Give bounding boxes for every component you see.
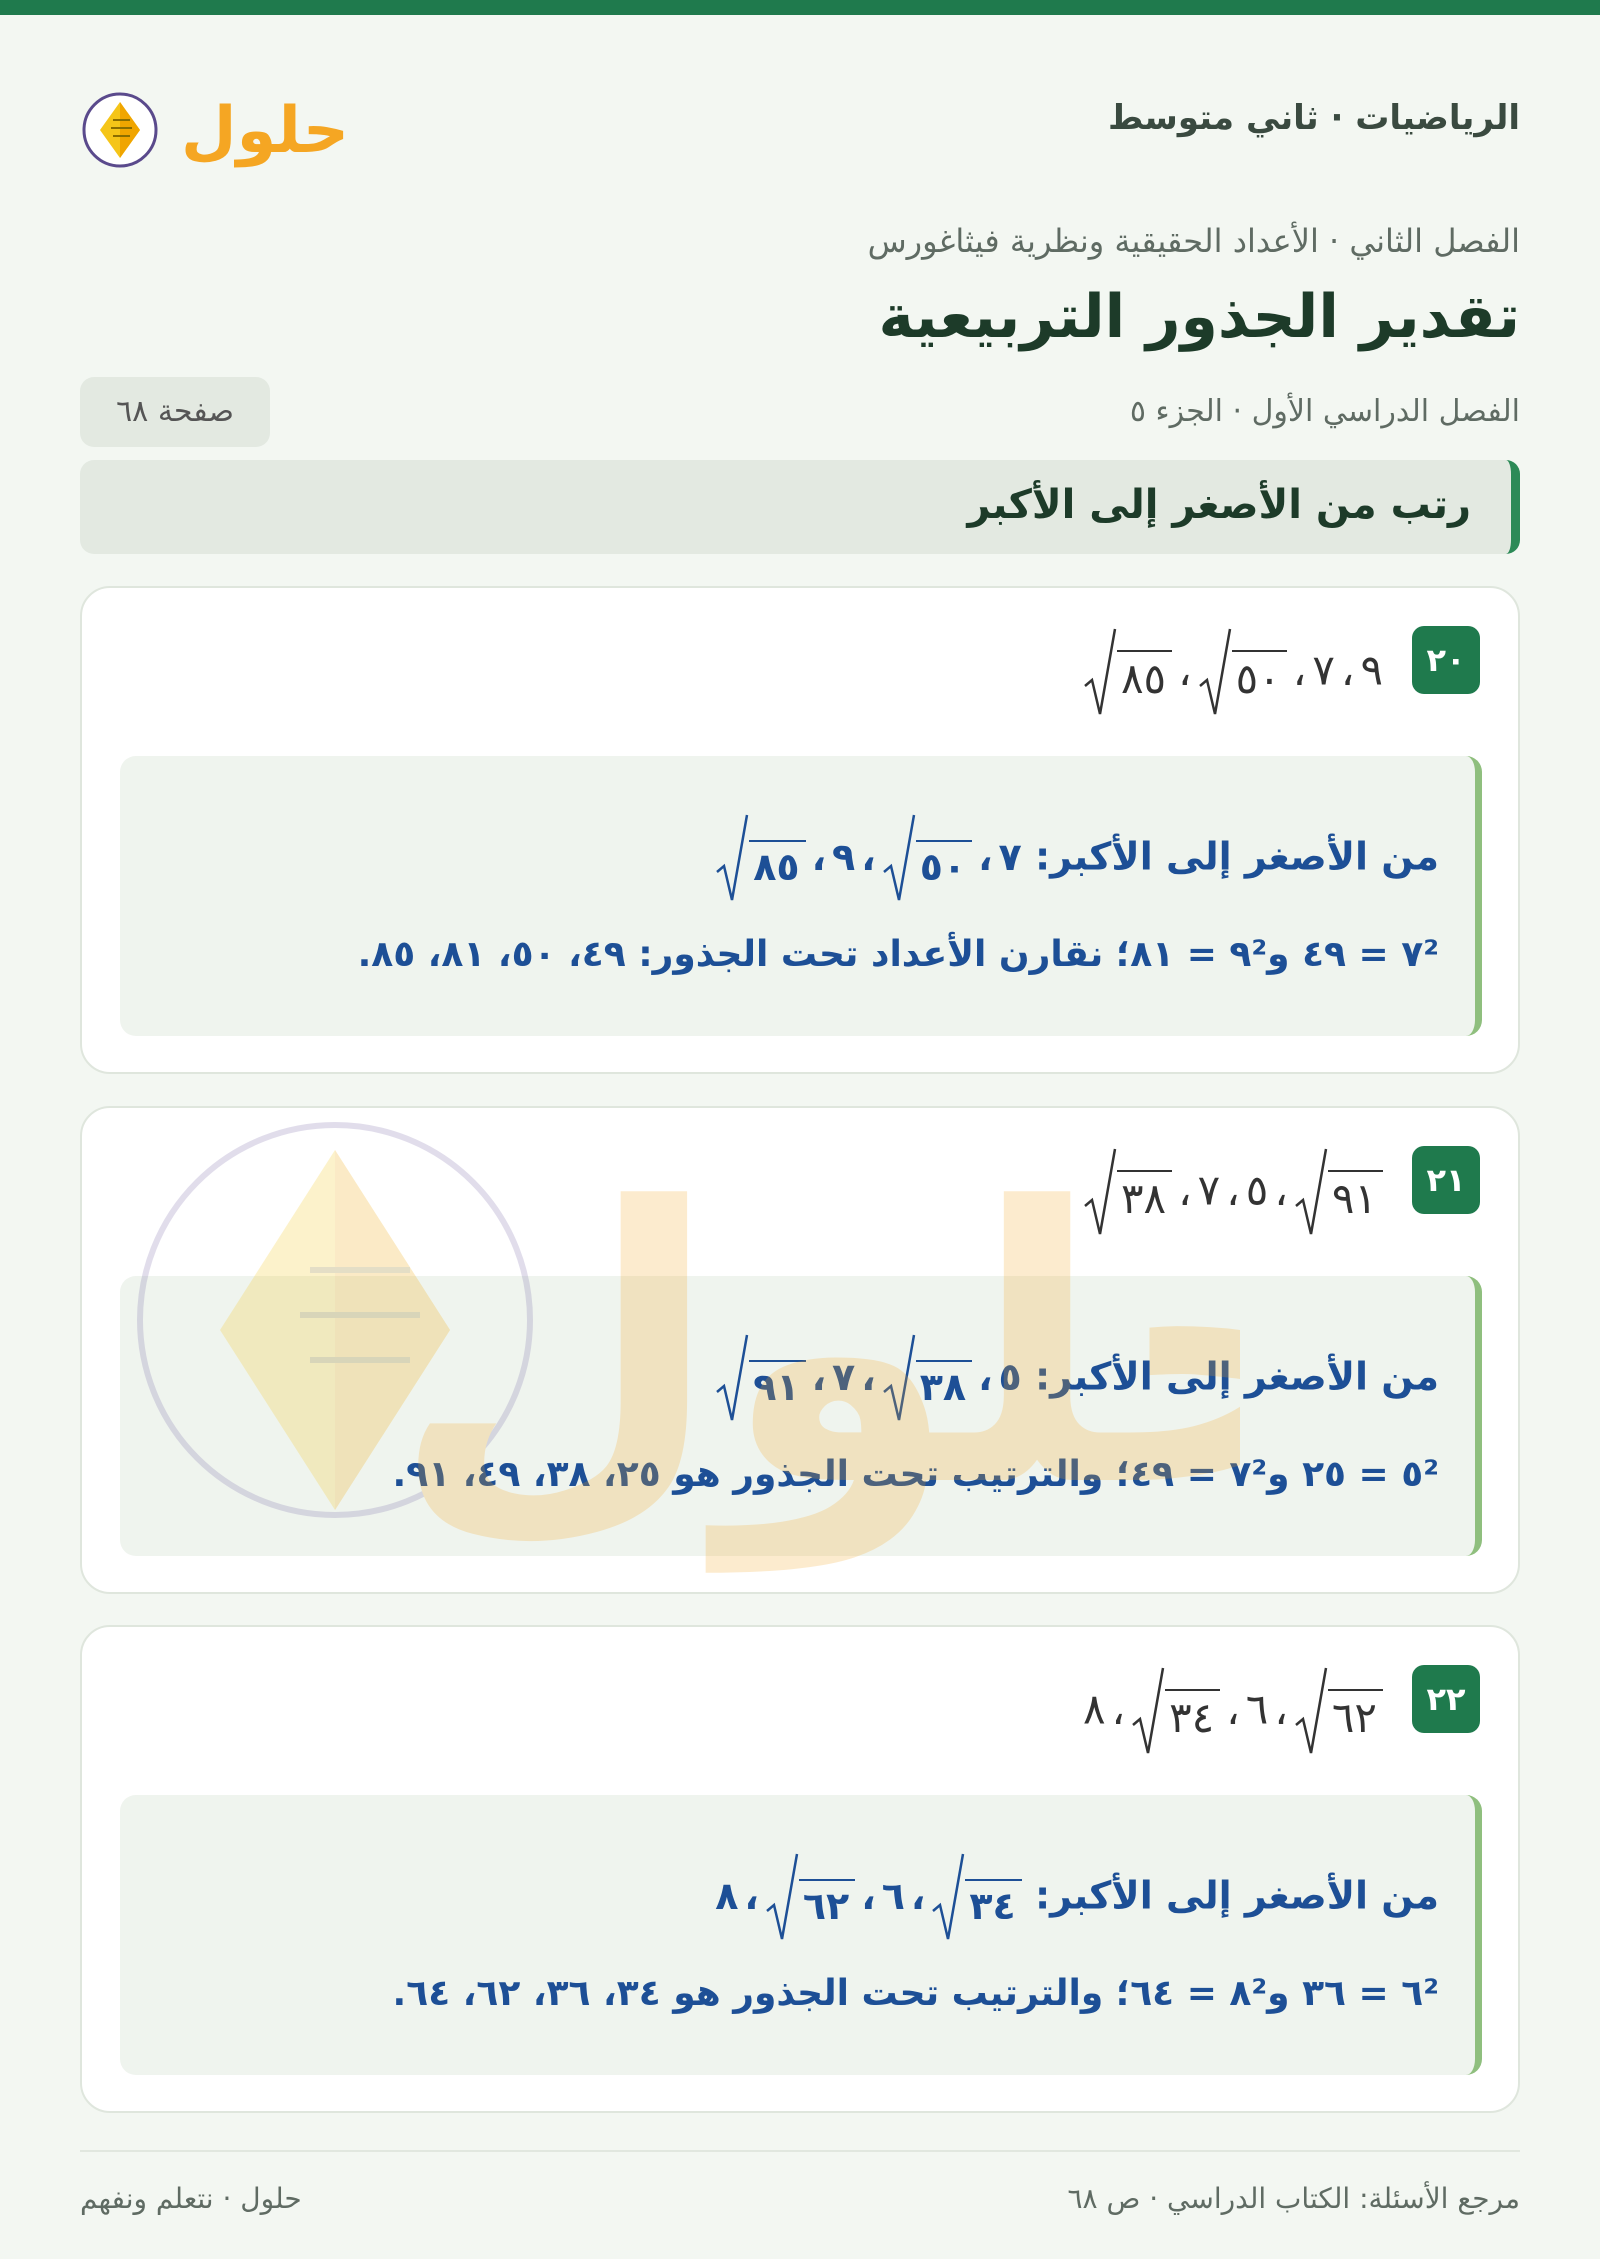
question-number-badge: ٢١	[1412, 1146, 1480, 1214]
radicand: ٣٤	[1165, 1689, 1220, 1739]
hulul-logo	[80, 80, 370, 180]
question-number-badge: ٢٢	[1412, 1665, 1480, 1733]
page-header	[80, 60, 1520, 180]
comma-separator: ،	[978, 1354, 993, 1399]
comma-separator: ،	[910, 1873, 926, 1918]
question-card-20	[80, 586, 1520, 1074]
radicand: ٦٢	[1328, 1689, 1383, 1739]
number-term: ٧	[1197, 1165, 1221, 1215]
radicand: ٩١	[749, 1360, 805, 1406]
footer-divider	[80, 2150, 1520, 2152]
answer-box	[120, 1795, 1482, 2075]
comma-separator: ،	[1226, 1684, 1240, 1734]
square-root-icon	[1083, 1148, 1117, 1238]
radical-term	[1294, 1667, 1383, 1757]
radicand: ٦٢	[799, 1879, 855, 1925]
top-accent-bar	[0, 0, 1600, 15]
comma-separator: ،	[861, 834, 876, 879]
svg-text:حلول: حلول	[181, 94, 349, 168]
square-root-icon	[1294, 1667, 1328, 1757]
radical-term	[1198, 628, 1287, 718]
square-root-icon	[1131, 1667, 1165, 1757]
answer-explanation: ٧² = ٤٩ و٩² = ٨١؛ نقارن الأعداد تحت الجذور: ٤٩، ٥٠، ٨١، ٨٥.	[357, 934, 1439, 975]
square-root-icon	[882, 814, 916, 904]
square-root-icon	[1198, 628, 1232, 718]
lesson-title: تقدير الجذور التربيعية	[878, 282, 1520, 352]
radical-term	[1131, 1667, 1220, 1757]
square-root-icon	[1083, 628, 1117, 718]
square-root-icon	[882, 1334, 916, 1424]
radicand: ٥٠	[916, 840, 972, 886]
radicand: ٣٤	[965, 1879, 1021, 1925]
radicand: ٣٨	[1117, 1170, 1172, 1220]
number-term: ٩	[1360, 645, 1383, 695]
square-root-icon	[765, 1853, 799, 1943]
subject-title: الرياضيات · ثاني متوسط	[1108, 98, 1520, 138]
question-card-21	[80, 1106, 1520, 1594]
number-term: ٨	[715, 1873, 739, 1918]
semester-label: الفصل الدراسي الأول · الجزء ٥	[1129, 394, 1520, 429]
square-root-icon	[715, 814, 749, 904]
comma-separator: ،	[978, 834, 993, 879]
number-term: ٧	[998, 834, 1022, 879]
answer-order	[715, 1853, 1439, 1928]
instruction-text: رتب من الأصغر إلى الأكبر	[967, 482, 1471, 528]
comma-separator: ،	[1226, 1165, 1240, 1215]
comma-separator: ،	[1340, 645, 1355, 695]
comma-separator: ،	[1274, 1684, 1288, 1734]
answer-expression	[715, 1354, 1022, 1409]
radicand: ٥٠	[1232, 650, 1287, 700]
radicand: ٨٥	[1117, 650, 1172, 700]
radical-term	[715, 1334, 805, 1424]
radicand: ٣٨	[916, 1360, 972, 1406]
footer-brand: حلول · نتعلم ونفهم	[80, 2182, 302, 2215]
square-root-icon	[715, 1334, 749, 1424]
radical-term	[882, 1334, 972, 1424]
radical-term	[715, 814, 805, 904]
instruction-banner	[80, 460, 1520, 554]
answer-explanation: ٥² = ٢٥ و٧² = ٤٩؛ والترتيب تحت الجذور هو ٢٥، ٣٨، ٤٩، ٩١.	[392, 1454, 1439, 1495]
number-term: ٨	[1082, 1684, 1106, 1734]
square-root-icon	[931, 1853, 965, 1943]
radical-term	[931, 1853, 1021, 1943]
square-root-icon	[1294, 1148, 1328, 1238]
radicand: ٩١	[1328, 1170, 1383, 1220]
answer-explanation: ٦² = ٣٦ و٨² = ٦٤؛ والترتيب تحت الجذور هو ٣٤، ٣٦، ٦٢، ٦٤.	[392, 1973, 1439, 2014]
radicand: ٨٥	[749, 840, 805, 886]
radical-term	[765, 1853, 855, 1943]
question-number-badge: ٢٠	[1412, 626, 1480, 694]
problem-expression	[1082, 1667, 1383, 1742]
answer-label: من الأصغر إلى الأكبر:	[1034, 1354, 1439, 1399]
svg-text:حلول: لول	[391, 1127, 1115, 1570]
logo-icon	[80, 80, 370, 180]
page-number-chip: صفحة ٦٨	[80, 377, 270, 447]
comma-separator: ،	[811, 1354, 827, 1399]
comma-separator: ،	[744, 1873, 759, 1918]
question-card-22	[80, 1625, 1520, 2113]
number-term: ٧	[832, 1354, 856, 1399]
number-term: ٥	[998, 1354, 1022, 1399]
answer-order	[715, 814, 1439, 889]
answer-order	[715, 1334, 1439, 1409]
comma-separator: ،	[1111, 1684, 1126, 1734]
number-term: ٧	[1312, 645, 1335, 695]
answer-label: من الأصغر إلى الأكبر:	[1034, 1873, 1439, 1918]
comma-separator: ،	[811, 834, 827, 879]
footer-reference: مرجع الأسئلة: الكتاب الدراسي · ص ٦٨	[1067, 2182, 1520, 2215]
number-term: ٥	[1245, 1165, 1269, 1215]
answer-expression	[715, 834, 1022, 889]
radical-term	[1083, 1148, 1172, 1238]
radical-term	[1294, 1148, 1383, 1238]
comma-separator: ،	[1178, 1165, 1192, 1215]
problem-expression	[1083, 628, 1383, 703]
answer-expression	[715, 1873, 1022, 1928]
answer-label: من الأصغر إلى الأكبر:	[1034, 834, 1439, 879]
number-term: ٦	[881, 1873, 905, 1918]
comma-separator: ،	[861, 1354, 876, 1399]
radical-term	[882, 814, 972, 904]
comma-separator: ،	[1178, 645, 1192, 695]
comma-separator: ،	[1274, 1165, 1288, 1215]
answer-box	[120, 1276, 1482, 1556]
answer-box	[120, 756, 1482, 1036]
chapter-subtitle: الفصل الثاني · الأعداد الحقيقية ونظرية فيثاغورس	[867, 222, 1520, 260]
problem-expression	[1083, 1148, 1383, 1223]
comma-separator: ،	[861, 1873, 876, 1918]
comma-separator: ،	[1292, 645, 1307, 695]
number-term: ٩	[832, 834, 856, 879]
radical-term	[1083, 628, 1172, 718]
number-term: ٦	[1245, 1684, 1269, 1734]
